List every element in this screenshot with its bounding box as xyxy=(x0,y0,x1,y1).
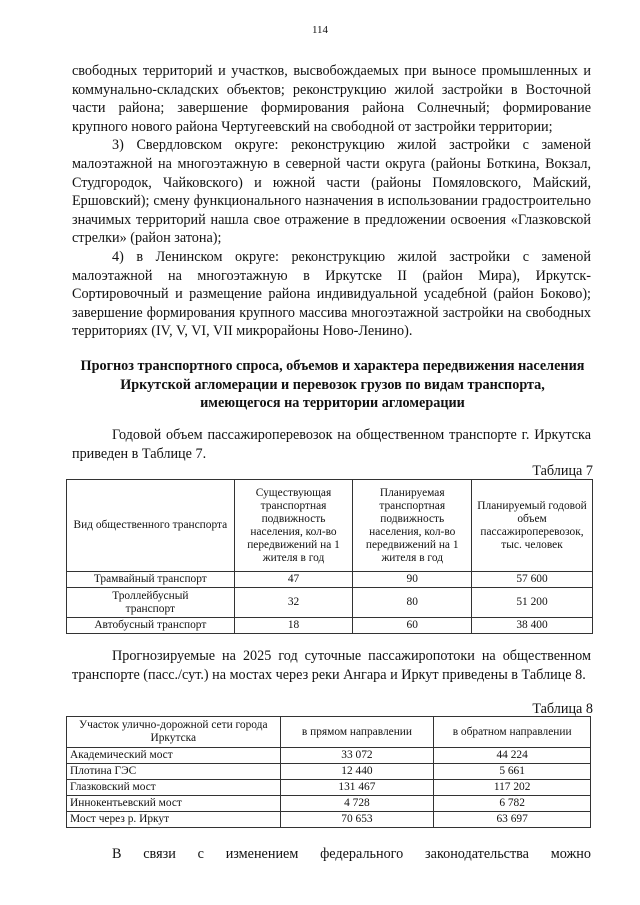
table-cell: 32 xyxy=(234,588,353,618)
table-header-row xyxy=(67,717,591,748)
table-cell: Автобусный транспорт xyxy=(67,618,235,634)
table-row xyxy=(67,572,593,588)
text-block-table8-intro xyxy=(72,647,591,684)
table-row xyxy=(67,748,591,764)
table-header-row xyxy=(67,480,593,572)
paragraph: В связи с изменением федерального законодательства можно xyxy=(112,846,591,862)
column-header: Планируемая транспортная подвижность населения, кол-во передвижений на 1 жителя в год xyxy=(353,480,472,572)
table-cell: 5 661 xyxy=(434,764,591,780)
table-cell: 80 xyxy=(353,588,472,618)
table-cell: 6 782 xyxy=(434,796,591,812)
table-cell: 18 xyxy=(234,618,353,634)
table-cell: Трамвайный транспорт xyxy=(67,572,235,588)
table-cell: Глазковский мост xyxy=(67,780,281,796)
column-header: в прямом направлении xyxy=(280,717,434,748)
table-row xyxy=(67,588,593,618)
table-cell: 12 440 xyxy=(280,764,434,780)
table-row xyxy=(67,796,591,812)
table-cell: 60 xyxy=(353,618,472,634)
table-cell: Плотина ГЭС xyxy=(67,764,281,780)
table-cell: 44 224 xyxy=(434,748,591,764)
table-cell: Академический мост xyxy=(67,748,281,764)
column-header: в обратном направлении xyxy=(434,717,591,748)
table-cell: 4 728 xyxy=(280,796,434,812)
table-cell: 38 400 xyxy=(472,618,593,634)
paragraph: Прогнозируемые на 2025 год суточные пассажиропотоки на общественном транспорте (пасс./сут.) на мостах через реки Ангара и Иркут приведены в Таблице 8. xyxy=(72,648,591,683)
paragraph: свободных территорий и участков, высвобождаемых при выносе промышленных и коммунально-складских объектов; реконструкцию жилой застройки в Восточной части района; завершение формирования района Солнечный; формирование крупного нового района Чертугеевский на свободной от застройки территории; xyxy=(72,63,591,135)
table-cell: 131 467 xyxy=(280,780,434,796)
table-caption: Таблица 7 xyxy=(532,463,593,479)
table-cell: 33 072 xyxy=(280,748,434,764)
column-header: Участок улично-дорожной сети города Иркутска xyxy=(67,717,281,748)
table-row xyxy=(67,812,591,828)
table-cell: Мост через р. Иркут xyxy=(67,812,281,828)
column-header: Вид общественного транспорта xyxy=(67,480,235,572)
table-row xyxy=(67,618,593,634)
table-cell: 47 xyxy=(234,572,353,588)
table-cell: 117 202 xyxy=(434,780,591,796)
table-caption: Таблица 8 xyxy=(532,701,593,717)
table-cell: 57 600 xyxy=(472,572,593,588)
paragraph: Годовой объем пассажироперевозок на общественном транспорте г. Иркутска приведен в Таблице 7. xyxy=(72,427,591,462)
data-table xyxy=(66,479,593,634)
table-cell: 70 653 xyxy=(280,812,434,828)
table-row xyxy=(67,780,591,796)
section-heading: Прогноз транспортного спроса, объемов и характера передвижения населения Иркутской агломерации и перевозок грузов по видам транспорта, имеющегося на территории агломерации xyxy=(80,358,585,412)
text-block-bottom xyxy=(72,845,591,864)
text-block-top xyxy=(72,62,591,341)
text-block-table7-intro xyxy=(72,426,591,463)
table-row xyxy=(67,764,591,780)
page-number: 114 xyxy=(311,24,329,36)
table-cell: 51 200 xyxy=(472,588,593,618)
column-header: Планируемый годовой объем пассажироперевозок, тыс. человек xyxy=(472,480,593,572)
table-cell: Троллейбусный транспорт xyxy=(67,588,235,618)
column-header: Существующая транспортная подвижность населения, кол-во передвижений на 1 жителя в год xyxy=(234,480,353,572)
paragraph: 3) Свердловском округе: реконструкцию жилой застройки с заменой малоэтажной на многоэтажную в северной части округа (районы Боткина, Вокзал, Студгородок, Чайковского) и южной части (районы Помяловского, Майский, Ершовский); смену функционального назначения в использовании градостроительно значимых территорий нашла свое отражение в предложении освоения «Глазковской стрелки» (район затона); xyxy=(72,137,591,247)
data-table xyxy=(66,716,591,828)
table-cell: 90 xyxy=(353,572,472,588)
paragraph: 4) в Ленинском округе: реконструкцию жилой застройки с заменой малоэтажной на многоэтажную в Иркутске II (район Мира), Иркутск-Сортировочный и размещение района индивидуальной усадебной (район Боково); завершение формирования крупного массива многоэтажной застройки на свободных территориях (IV, V, VI, VII микрорайоны Ново-Ленино). xyxy=(72,248,591,340)
table-cell: Иннокентьевский мост xyxy=(67,796,281,812)
table-cell: 63 697 xyxy=(434,812,591,828)
